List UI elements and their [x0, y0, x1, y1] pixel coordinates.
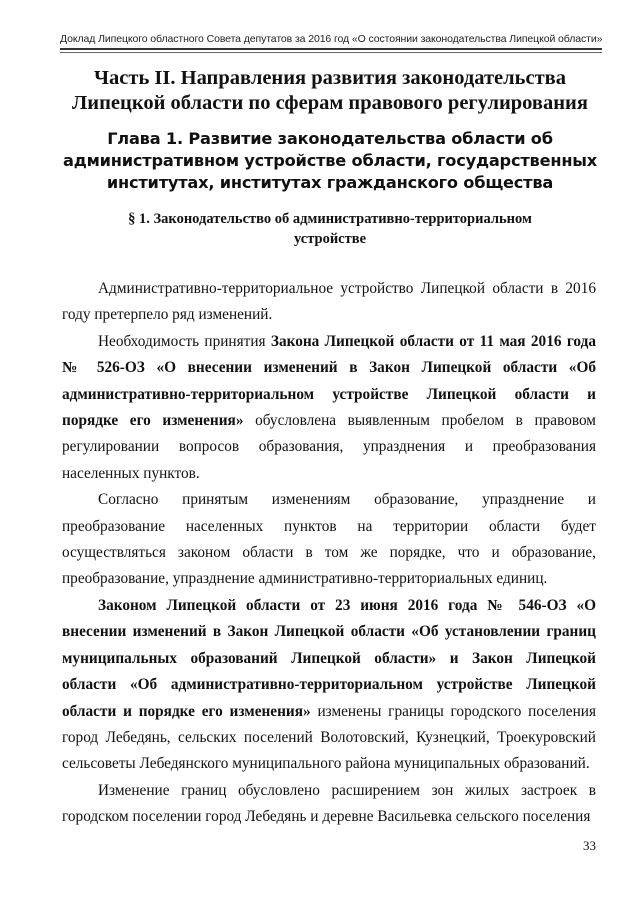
section-title-line-1: § 1. Законодательство об административно-территориальном — [128, 211, 532, 227]
part-title-line-1: Часть II. Направления развития законодательства — [94, 67, 566, 89]
part-title — [60, 66, 600, 116]
chapter-title — [60, 128, 600, 194]
paragraph-2-lead: Необходимость принятия — [98, 332, 271, 350]
paragraph-2-tail: обусловлена выявленным пробелом в правовом регулировании вопросов образования, упразднения и преобразования населенных пунктов. — [62, 412, 596, 482]
paragraph-4 — [62, 593, 596, 778]
chapter-title-line-1: Глава 1. Развитие законодательства области об — [107, 129, 553, 148]
paragraph-2-law-citation: Закона Липецкой области от 11 мая 2016 года № 526-ОЗ «О внесении изменений в Закон Липецкой области «Об административно-территориальном устройстве Липецкой области и порядке его изменения» — [62, 332, 596, 430]
section-title — [60, 209, 600, 249]
running-header: Доклад Липецкого областного Совета депутатов за 2016 год «О состоянии законодательства Липецкой области» — [60, 33, 603, 45]
paragraph-3: Согласно принятым изменениям образование, упразднение и преобразование населенных пунктов на территории области будет осуществляться законом области в том же порядке, что и образование, преобразование, упразднение административно-территориальных единиц. — [62, 491, 596, 588]
chapter-title-line-3: институтах, институтах гражданского общества — [106, 173, 554, 192]
paragraph-2 — [62, 329, 596, 487]
paragraph-4-law-citation: Законом Липецкой области от 23 июня 2016 года № 546-ОЗ «О внесении изменений в Закон Липецкой области «Об установлении границ муниципальных образований Липецкой области» и Закон Липецкой области «Об административно-территориальном устройстве Липецкой области и порядке его изменения» — [62, 596, 596, 720]
paragraph-1: Административно-территориальное устройство Липецкой области в 2016 году претерпело ряд изменений. — [62, 280, 596, 324]
paragraph-5: Изменение границ обусловлено расширением зон жилых застроек в городском поселении город Лебедянь и деревне Васильевка сельского поселения — [62, 781, 596, 826]
section-title-line-2: устройстве — [293, 231, 367, 247]
body-text — [62, 276, 596, 831]
page-number: 33 — [583, 838, 596, 853]
header-rule-thick — [60, 48, 602, 50]
paragraph-4-tail: изменены границы городского поселения город Лебедянь, сельских поселений Волотовский, Кузнецкий, Троекуровский сельсоветы Лебедянского муниципального района муниципальных образований. — [62, 702, 596, 773]
chapter-title-line-2: административном устройстве области, государственных — [62, 151, 597, 170]
part-title-line-2: Липецкой области по сферам правового регулирования — [72, 92, 588, 114]
header-rule-thin — [60, 52, 602, 53]
